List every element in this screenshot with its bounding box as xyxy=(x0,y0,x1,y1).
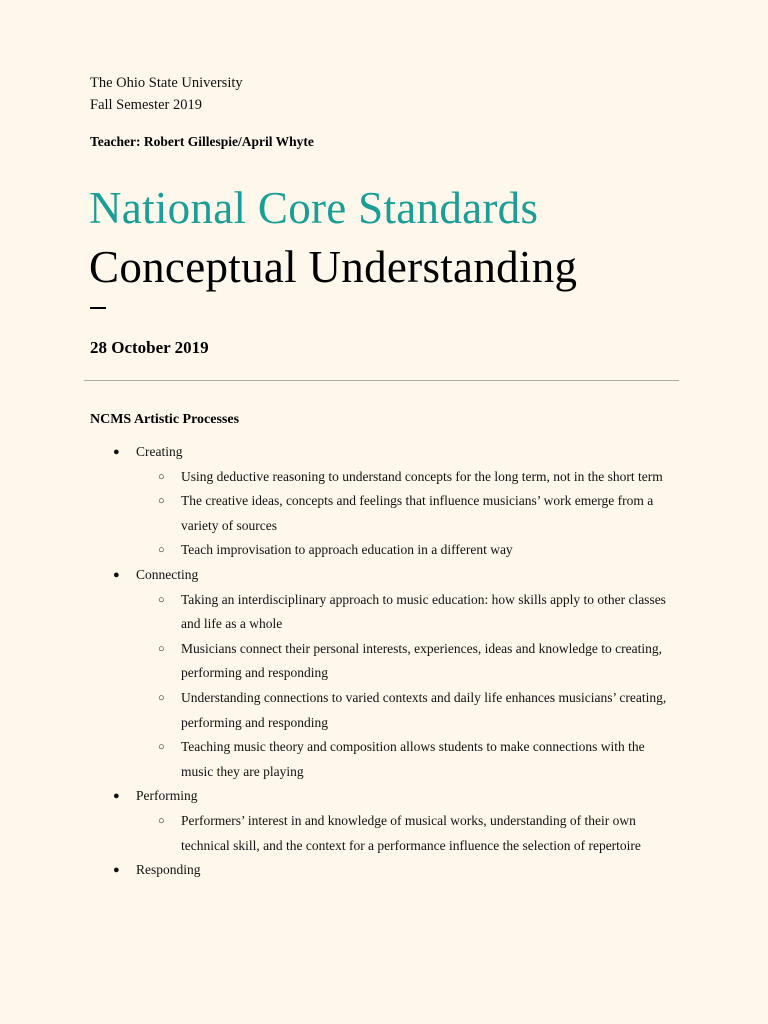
hollow-bullet-icon: ○ xyxy=(158,642,165,655)
list-item xyxy=(90,440,680,465)
bullet-icon: ● xyxy=(113,446,120,458)
sub-list-item-text: Understanding connections to varied contexts and daily life enhances musicians’ creating, performing and responding xyxy=(181,689,667,730)
institution-name: The Ohio State University xyxy=(90,75,243,91)
hollow-bullet-icon: ○ xyxy=(158,495,165,508)
list-item-label: Creating xyxy=(136,444,183,459)
hollow-bullet-icon: ○ xyxy=(158,691,165,704)
sub-list-item xyxy=(90,809,680,858)
sub-list-item xyxy=(90,588,680,637)
hollow-bullet-icon: ○ xyxy=(158,470,165,483)
bullet-icon: ● xyxy=(113,864,120,877)
list-item xyxy=(90,563,680,588)
sub-list-item xyxy=(90,489,680,538)
document-date: 28 October 2019 xyxy=(90,338,209,357)
hollow-bullet-icon: ○ xyxy=(158,741,165,754)
teacher-line: Teacher: Robert Gillespie/April Whyte xyxy=(90,134,314,149)
sub-list-item xyxy=(90,538,680,563)
artistic-processes-list xyxy=(90,440,680,883)
bullet-icon: ● xyxy=(113,790,120,803)
section-title: NCMS Artistic Processes xyxy=(90,412,240,427)
list-item-label: Connecting xyxy=(136,566,199,582)
sub-list-item-text: Using deductive reasoning to understand concepts for the long term, not in the short term xyxy=(181,468,663,484)
list-item-label: Responding xyxy=(136,862,201,878)
semester-label: Fall Semester 2019 xyxy=(90,97,202,113)
title-dash-divider xyxy=(90,307,106,309)
hollow-bullet-icon: ○ xyxy=(158,593,165,606)
list-item-label: Performing xyxy=(136,788,198,804)
page-title: Conceptual Understanding xyxy=(89,242,578,292)
sub-list-item-text: Taking an interdisciplinary approach to music education: how skills apply to other classes and life as a whole xyxy=(181,591,666,632)
sub-list-item-text: The creative ideas, concepts and feelings that influence musicians’ work emerge from a variety of sources xyxy=(181,493,654,533)
sub-list-item xyxy=(90,465,680,490)
sub-list-item xyxy=(90,637,680,686)
sub-list-item-text: Teaching music theory and composition allows students to make connections with the music they are playing xyxy=(181,739,645,779)
sub-list-item-text: Musicians connect their personal interests, experiences, ideas and knowledge to creating, performing and responding xyxy=(181,640,662,681)
bullet-icon: ● xyxy=(113,568,120,581)
title-accent: National Core Standards xyxy=(89,183,539,233)
horizontal-rule xyxy=(84,380,679,381)
list-item xyxy=(90,784,680,809)
sub-list-item xyxy=(90,686,680,735)
hollow-bullet-icon: ○ xyxy=(158,544,165,557)
sub-list-item-text: Teach improvisation to approach education in a different way xyxy=(181,542,513,558)
sub-list-item xyxy=(90,735,680,784)
list-item xyxy=(90,858,680,883)
sub-list-item-text: Performers’ interest in and knowledge of musical works, understanding of their own technical skill, and the context for a performance influence the selection of repertoire xyxy=(181,812,641,853)
hollow-bullet-icon: ○ xyxy=(158,814,165,827)
